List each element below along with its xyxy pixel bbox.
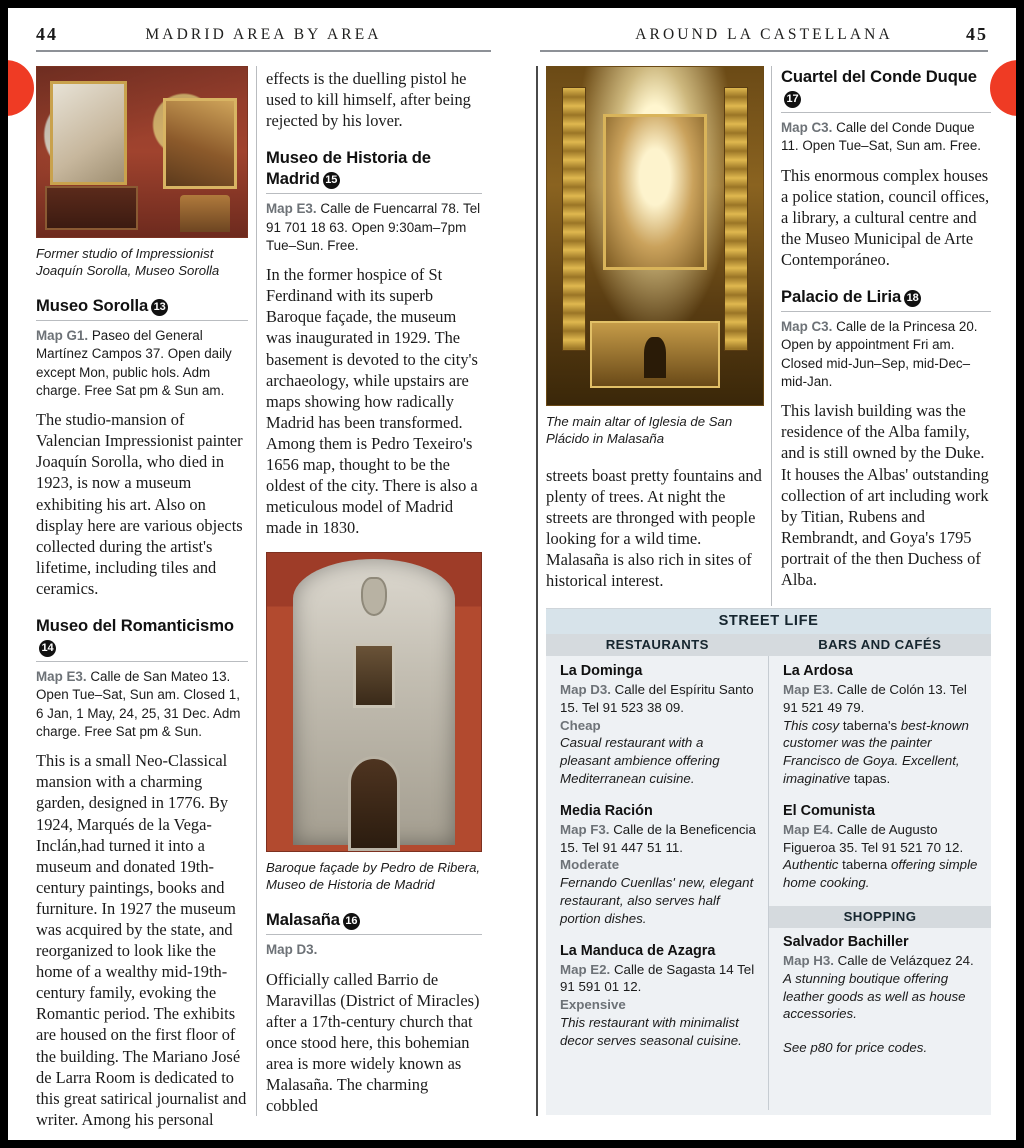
venue-address bbox=[560, 961, 756, 997]
column-divider-1 bbox=[256, 66, 257, 1116]
heading-rule bbox=[781, 311, 991, 312]
price-code: Moderate bbox=[560, 857, 620, 873]
map-reference: Map C3. bbox=[781, 120, 833, 135]
venue-description: Casual restaurant with a pleasant ambience offering Mediterranean cuisine. bbox=[560, 735, 720, 786]
map-reference: Map E3. bbox=[266, 201, 317, 217]
venue-address bbox=[560, 821, 756, 857]
list-item[interactable] bbox=[560, 942, 756, 1050]
body-cuartel-del-conde-duque: This enormous complex houses a police station, council offices, a library, a cultural centre and the Museo Municipal de Arte Contemporáneo. bbox=[781, 165, 990, 269]
sight-number-badge: 13 bbox=[151, 299, 168, 316]
map-reference: Map E4. bbox=[783, 821, 834, 837]
running-head-left bbox=[36, 20, 491, 56]
map-reference: Map D3. bbox=[266, 942, 318, 958]
price-code: Cheap bbox=[560, 717, 601, 733]
map-reference: Map H3. bbox=[783, 952, 834, 968]
body-palacio-de-liria: This lavish building was the residence of the Alba family, and is still owned by the Duke. It houses the Albas' outstanding collection of art including work by Titian, Rubens and Rembrandt, and Goya's 1795 portrait of the then Duchess of Alba. bbox=[781, 401, 989, 589]
venue-name: Media Ración bbox=[560, 802, 653, 819]
meta-details: Calle de Fuencarral 78. Tel 91 701 18 63. Open 9:30am–7pm Tue–Sun. Free. bbox=[266, 201, 481, 253]
venue-name: La Manduca de Azagra bbox=[560, 942, 716, 959]
body-continued-romanticismo: effects is the duelling pistol he used to kill himself, after being rejected by his lover. bbox=[266, 69, 471, 131]
map-reference: Map E2. bbox=[560, 961, 611, 977]
caption-museo-sorolla: Former studio of Impressionist Joaquín Sorolla, Museo Sorolla bbox=[36, 246, 220, 278]
running-head-title-left: MADRID AREA BY AREA bbox=[145, 26, 382, 43]
photo-baroque-facade bbox=[266, 552, 482, 852]
header-rule-right bbox=[540, 50, 988, 52]
folio-right: 45 bbox=[966, 24, 988, 44]
photo-museo-sorolla bbox=[36, 66, 248, 238]
column-two bbox=[266, 66, 482, 1125]
street-life-bars-column bbox=[768, 656, 991, 1110]
heading-museo-del-romanticismo bbox=[36, 615, 248, 657]
address-text: Calle de Colón 13. Tel 91 521 49 79. bbox=[783, 682, 967, 715]
venue-address bbox=[783, 821, 979, 857]
heading-cuartel-del-conde-duque bbox=[781, 66, 991, 108]
address-text: Calle de Sagasta 14 Tel 91 591 01 12. bbox=[560, 961, 755, 995]
body-malasana-continued: streets boast pretty fountains and plenty of trees. At night the streets are thronged with people looking for a wild time. Malasaña is also rich in sites of historical interest. bbox=[546, 466, 762, 591]
running-head-right bbox=[540, 20, 988, 56]
desc-part-roman: taberna bbox=[842, 857, 888, 873]
sight-title-text: Museo Sorolla bbox=[36, 296, 149, 315]
price-codes-footnote: See p80 for price codes. bbox=[783, 1040, 928, 1056]
meta-details: Calle de San Mateo 13. Open Tue–Sat, Sun am. Closed 1, 6 Jan, 1 May, 24, 25, 31 Dec. Adm charge. Free Sat pm & Sun. bbox=[36, 669, 241, 739]
column-one bbox=[36, 66, 248, 1139]
street-life-header-bars: BARS AND CAFÉS bbox=[818, 637, 942, 652]
venue-description bbox=[783, 717, 979, 788]
column-four bbox=[781, 66, 991, 599]
running-head-title-right: AROUND LA CASTELLANA bbox=[635, 26, 893, 43]
desc-part-italic-2: best-known customer was the painter Francisco de Goya. Excellent, imaginative bbox=[783, 717, 969, 786]
folio-left: 44 bbox=[36, 24, 58, 44]
price-code: Expensive bbox=[560, 997, 626, 1013]
page-edge-marker-left bbox=[8, 60, 34, 116]
desc-part-italic: This cosy bbox=[783, 717, 843, 733]
map-reference: Map D3. bbox=[560, 682, 611, 697]
heading-museo-sorolla bbox=[36, 295, 248, 316]
heading-rule bbox=[781, 112, 991, 113]
heading-malasana bbox=[266, 909, 482, 930]
map-reference: Map C3. bbox=[781, 319, 833, 335]
gutter-divider bbox=[536, 66, 538, 1116]
photo-iglesia-san-placido-altar bbox=[546, 66, 764, 406]
list-item[interactable] bbox=[783, 933, 979, 1023]
column-three bbox=[546, 66, 764, 601]
meta-cuartel-del-conde-duque bbox=[781, 119, 991, 156]
venue-address bbox=[560, 681, 756, 717]
meta-museo-sorolla bbox=[36, 327, 248, 400]
meta-malasana bbox=[266, 941, 482, 959]
heading-rule bbox=[266, 934, 482, 935]
caption-baroque-facade: Baroque façade by Pedro de Ribera, Museo de Historia de Madrid bbox=[266, 860, 481, 893]
sight-title-text: Palacio de Liria bbox=[781, 287, 902, 307]
meta-palacio-de-liria bbox=[781, 318, 991, 391]
sight-title-text: Museo del Romanticismo bbox=[36, 616, 234, 636]
street-life-header-restaurants: RESTAURANTS bbox=[605, 637, 709, 652]
street-life-column-headers bbox=[546, 634, 991, 656]
venue-description: Fernando Cuenllas' new, elegant restaurant, also serves half portion dishes. bbox=[560, 875, 754, 926]
street-life-header-shopping: SHOPPING bbox=[769, 906, 991, 928]
street-life-title: STREET LIFE bbox=[546, 609, 991, 634]
heading-palacio-de-liria bbox=[781, 286, 991, 307]
sight-number-badge: 17 bbox=[784, 91, 801, 108]
sight-title-text: Museo de Historia de Madrid bbox=[266, 148, 431, 189]
venue-name: La Dominga bbox=[560, 663, 643, 679]
desc-part-roman: taberna's bbox=[842, 717, 898, 733]
venue-description bbox=[783, 856, 979, 892]
desc-part-roman-2: tapas. bbox=[853, 770, 891, 786]
address-text: Calle de Augusto Figueroa 35. Tel 91 521 70 12. bbox=[783, 821, 964, 855]
page-edge-marker-right bbox=[990, 60, 1016, 116]
meta-museo-de-historia bbox=[266, 200, 482, 255]
meta-museo-del-romanticismo bbox=[36, 668, 248, 741]
address-text: Calle del Espíritu Santo 15. Tel 91 523 38 09. bbox=[560, 682, 754, 715]
heading-museo-de-historia bbox=[266, 147, 482, 189]
list-item[interactable] bbox=[783, 802, 979, 892]
map-reference: Map G1. bbox=[36, 328, 89, 343]
venue-description: A stunning boutique offering leather goods as well as house accessories. bbox=[783, 970, 966, 1022]
list-item[interactable] bbox=[560, 662, 756, 788]
sight-number-badge: 15 bbox=[323, 172, 340, 189]
body-museo-del-romanticismo: This is a small Neo-Classical mansion with a charming garden, designed in 1776. By 1924, Marqués de la Vega-Inclán,had turned it into a museum and donated 19th-century paintings, books and furniture. In 1927 the museum was acquired by the state, and reorganized to look like the home of a wealthy mid-19th-century family, evoking the Romantic period. The exhibits are housed on the first floor of the building. The Mariano José de Larra Room is dedicated to this great satirical journalist and writer. Among his personal bbox=[36, 751, 247, 1129]
address-text: Calle de la Beneficencia 15. Tel 91 447 51 11. bbox=[560, 821, 756, 855]
venue-address bbox=[783, 952, 979, 970]
meta-details: Paseo del General Martínez Campos 37. Open daily except Mon, public hols. Adm charge. Free Sat pm & Sun am. bbox=[36, 328, 232, 398]
list-item[interactable] bbox=[783, 662, 979, 788]
column-divider-3 bbox=[771, 66, 772, 606]
meta-details: Calle del Conde Duque 11. Open Tue–Sat, Sun am. Free. bbox=[781, 120, 981, 154]
heading-rule bbox=[36, 320, 248, 321]
venue-address bbox=[783, 681, 979, 717]
sight-number-badge: 18 bbox=[904, 290, 921, 307]
street-life-restaurants-column bbox=[546, 656, 768, 1110]
venue-name: El Comunista bbox=[783, 802, 875, 819]
sight-number-badge: 16 bbox=[343, 913, 360, 930]
guidebook-page-spread bbox=[8, 8, 1016, 1140]
address-text: Calle de Velázquez 24. bbox=[833, 952, 974, 968]
sight-title-text: Malasaña bbox=[266, 910, 340, 930]
venue-description: This restaurant with minimalist decor serves seasonal cuisine. bbox=[560, 1014, 742, 1048]
map-reference: Map E3. bbox=[783, 682, 834, 697]
body-museo-sorolla: The studio-mansion of Valencian Impressionist painter Joaquín Sorolla, who died in 1923, is now a museum exhibiting his art. Also on display here are various objects collected during the artist's lifetime, including tiles and ceramics. bbox=[36, 410, 243, 598]
street-life-panel bbox=[546, 608, 991, 1115]
desc-part-italic-2: offering simple home cooking. bbox=[783, 857, 978, 891]
venue-name: Salvador Bachiller bbox=[783, 933, 909, 950]
meta-details: Calle de la Princesa 20. Open by appointment Fri am. Closed mid-Jun–Sep, mid-Dec–mid-Jan. bbox=[781, 319, 978, 389]
caption-iglesia-san-placido: The main altar of Iglesia de San Plácido in Malasaña bbox=[546, 414, 733, 446]
header-rule-left bbox=[36, 50, 491, 52]
body-museo-de-historia: In the former hospice of St Ferdinand with its superb Baroque façade, the museum was inaugurated in 1929. The basement is devoted to the city's archaeology, while upstairs are maps showing how radically Madrid has been transformed. Among them is Pedro Texeiro's 1656 map, thought to be the oldest of the city. There is also a meticulous model of Madrid made in 1830. bbox=[266, 265, 478, 538]
list-item[interactable] bbox=[560, 802, 756, 928]
heading-rule bbox=[36, 661, 248, 662]
map-reference: Map F3. bbox=[560, 821, 610, 837]
map-reference: Map E3. bbox=[36, 669, 87, 685]
venue-name: La Ardosa bbox=[783, 663, 853, 679]
desc-part-italic: Authentic bbox=[783, 857, 843, 873]
body-malasana: Officially called Barrio de Maravillas (District of Miracles) after a 17th-century church that once stood here, this bohemian area is more widely known as Malasaña. The charming cobbled bbox=[266, 969, 480, 1116]
sight-number-badge: 14 bbox=[39, 640, 56, 657]
heading-rule bbox=[266, 193, 482, 194]
sight-title-text: Cuartel del Conde Duque bbox=[781, 67, 977, 86]
